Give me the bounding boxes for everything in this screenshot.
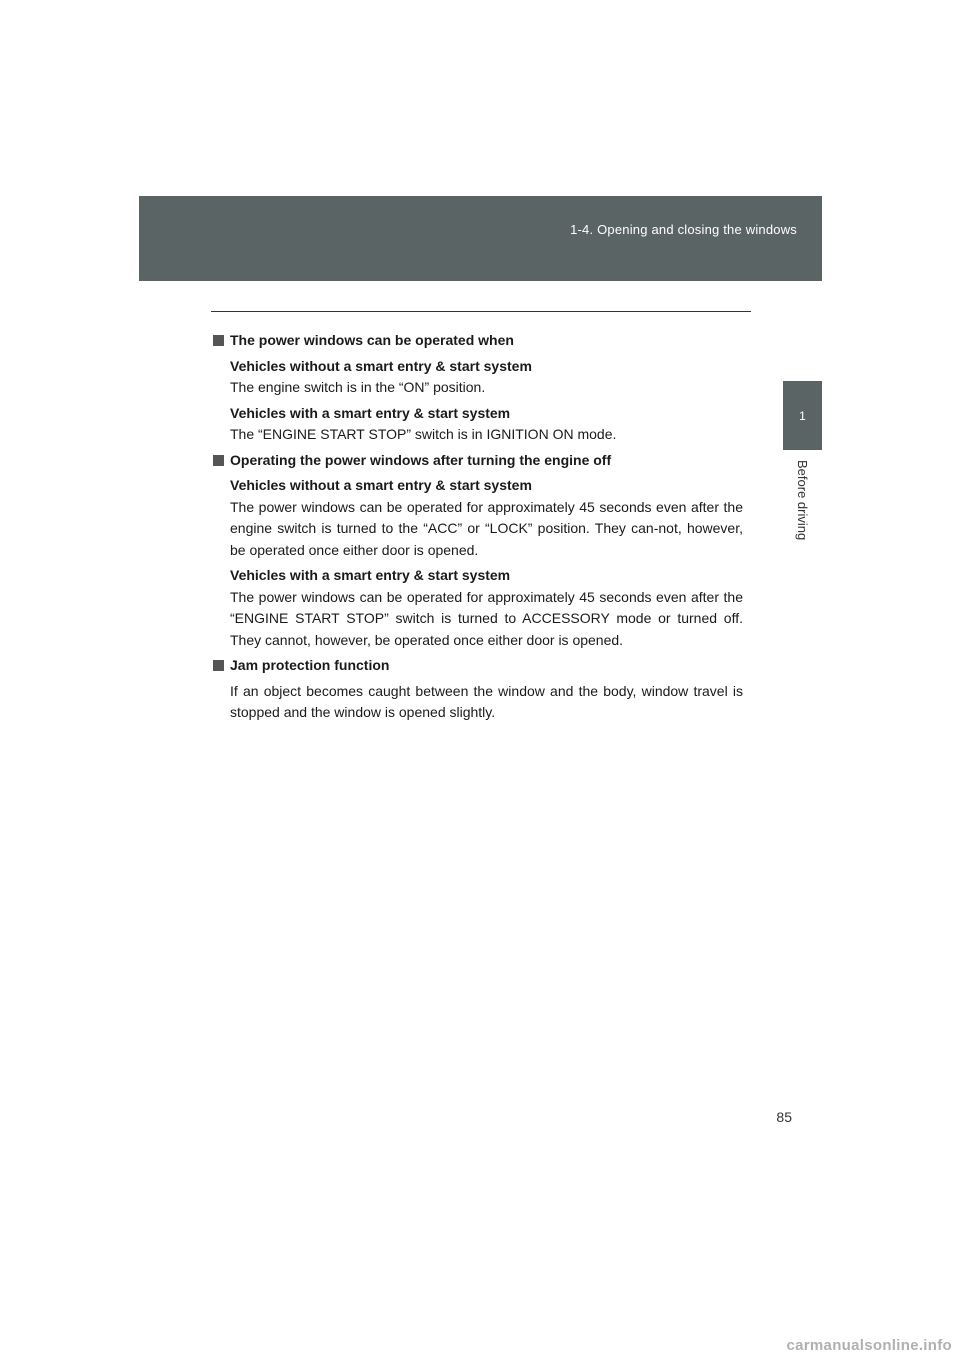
sub-item	[213, 356, 743, 399]
sub-item-title: Vehicles without a smart entry & start system	[230, 477, 532, 493]
square-bullet-icon	[213, 335, 224, 346]
sub-item-text: The “ENGINE START STOP” switch is in IGNITION ON mode.	[230, 426, 617, 442]
section-operable-when	[213, 330, 743, 446]
header-band	[139, 196, 822, 281]
section-heading-text: Jam protection function	[230, 657, 390, 673]
section-heading-text: Operating the power windows after turning the engine off	[230, 451, 612, 468]
page-content	[213, 330, 743, 728]
sub-item-text: The engine switch is in the “ON” position.	[230, 379, 486, 395]
section-title: 1-4. Opening and closing the windows	[570, 222, 797, 237]
sub-item-title: Vehicles with a smart entry & start system	[230, 567, 511, 583]
sub-item	[213, 475, 743, 561]
section-after-engine-off	[213, 450, 743, 652]
page-number: 85	[776, 1109, 792, 1125]
section-heading	[213, 330, 743, 352]
sub-item-text: The power windows can be operated for approximately 45 seconds even after the “ENGINE START STOP” switch is turned to ACCESSORY mode or turned off. They cannot, however, be operated once either door is opened.	[230, 588, 743, 648]
watermark: carmanualsonline.info	[786, 1337, 952, 1354]
section-heading	[213, 450, 743, 472]
sub-item	[213, 565, 743, 651]
sub-item-title: Vehicles without a smart entry & start system	[230, 357, 532, 374]
sub-item-text: If an object becomes caught between the window and the body, window travel is stopped and the window is opened slightly.	[230, 682, 743, 720]
chapter-number: 1	[799, 409, 806, 423]
square-bullet-icon	[213, 455, 224, 466]
sub-item-text: The power windows can be operated for approximately 45 seconds even after the engine switch is turned to the “ACC” or “LOCK” position. They can-not, however, be operated once either door is opened.	[230, 498, 743, 558]
sub-item	[213, 681, 743, 724]
divider-rule	[211, 311, 751, 312]
section-heading-text: The power windows can be operated when	[230, 332, 514, 348]
sub-item	[213, 403, 743, 446]
sub-item-title: Vehicles with a smart entry & start system	[230, 404, 511, 421]
chapter-label-container	[783, 460, 822, 560]
chapter-tab	[783, 381, 822, 450]
chapter-label: Before driving	[794, 460, 810, 541]
square-bullet-icon	[213, 660, 224, 671]
section-jam-protection	[213, 655, 743, 724]
section-heading	[213, 655, 743, 677]
